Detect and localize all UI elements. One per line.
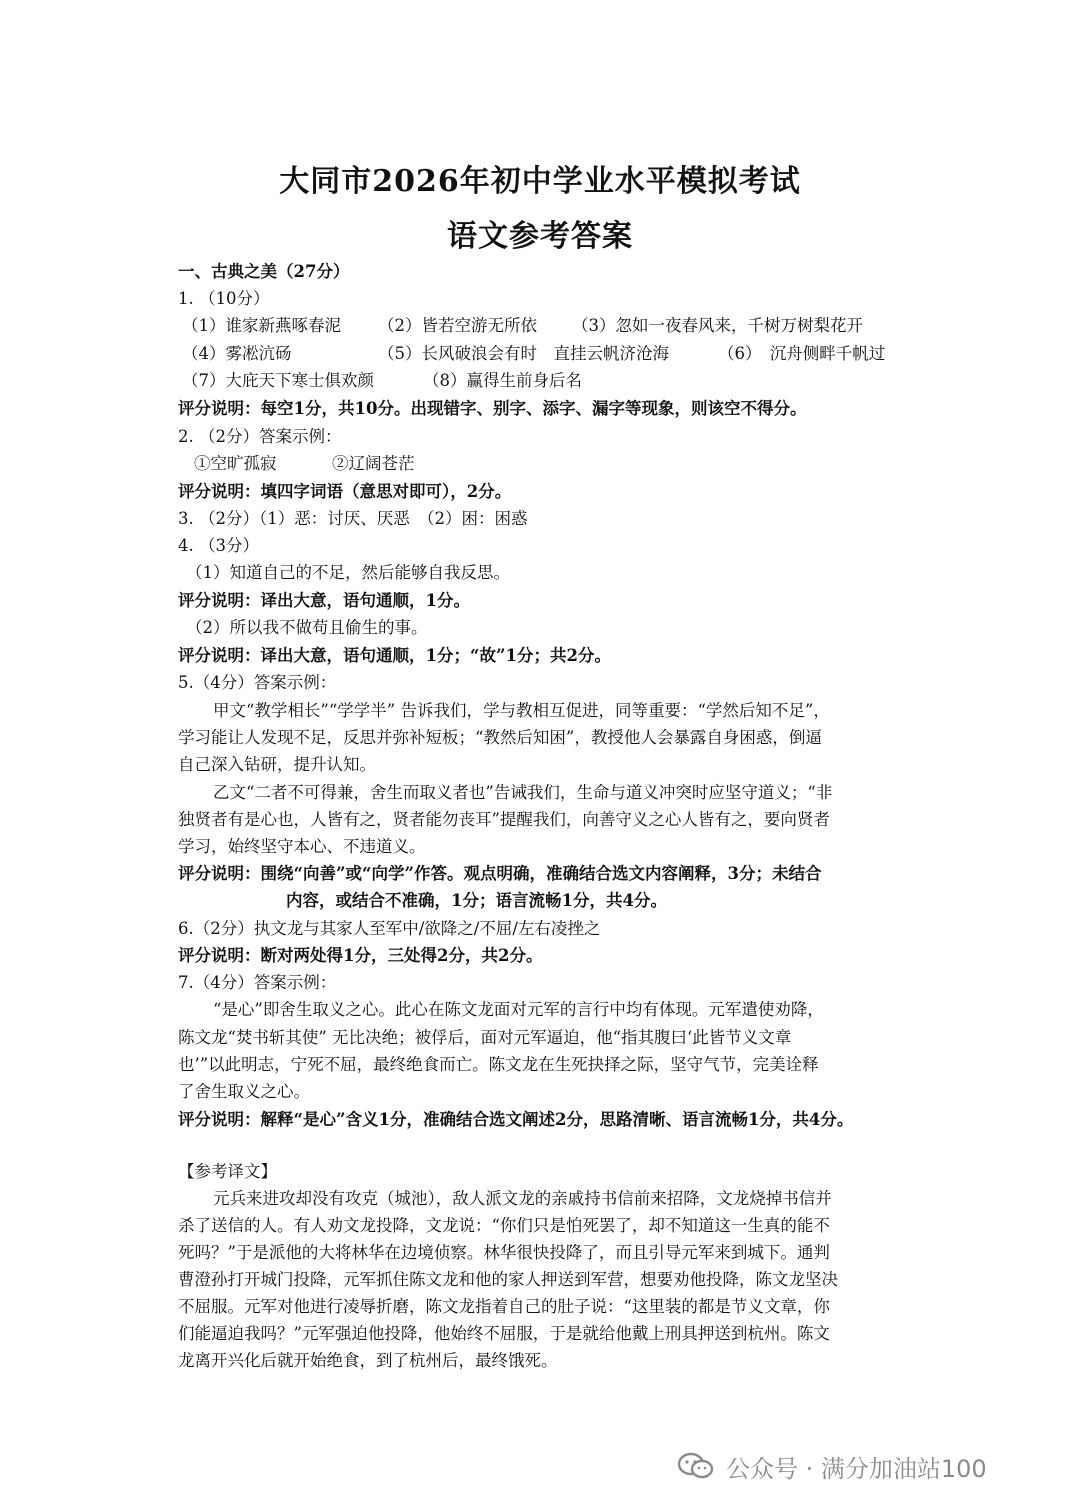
q2-head: 2. （2分）答案示例： <box>178 427 342 446</box>
q1-item-1: （1）谁家新燕啄春泥 <box>182 316 341 335</box>
translation-line: 不屈服。元军对他进行凌辱折磨，陈文龙指着自己的肚子说：“这里装的都是节义文章，你 <box>178 1297 830 1316</box>
q5-scoring-2: 内容，或结合不准确，1分；语言流畅1分，共4分。 <box>286 891 667 910</box>
q1-row-1 <box>0 314 1080 338</box>
q4-answer-2: （2）所以我不做苟且偷生的事。 <box>186 618 428 637</box>
q4-head: 4. （3分） <box>178 536 259 555</box>
q7-para-line: “是心”即舍生取义之心。此心在陈文龙面对元军的言行中均有体现。元军遣使劝降， <box>213 1000 824 1019</box>
q7-scoring: 评分说明：解释“是心”含义1分，准确结合选文阐述2分，思路清晰、语言流畅1分，共4分。 <box>178 1110 854 1129</box>
page-subtitle: 语文参考答案 <box>447 219 633 254</box>
q6-head: 6.（2分）执文龙与其家人至军中/欲降之/不屈/左右凌挫之 <box>178 919 601 938</box>
q5-para1-line: 学习能让人发现不足，反思并弥补短板；“教然后知困”，教授他人会暴露自身困惑，倒逼 <box>178 728 822 747</box>
q5-para2-line: 乙文“二者不可得兼，舍生而取义者也”告诫我们，生命与道义冲突时应坚守道义；“非 <box>213 783 833 802</box>
q1-item-2: （2）皆若空游无所依 <box>378 316 537 335</box>
q5-para2-line: 独贤者有是心也，人皆有之，贤者能勿丧耳”提醒我们，向善守义之心人皆有之，要向贤者 <box>178 810 830 829</box>
watermark-text: 公众号 · 满分加油站100 <box>726 1454 987 1483</box>
translation-line: 杀了送信的人。有人劝文龙投降，文龙说：“你们只是怕死罢了，却不知道这一生真的能不 <box>178 1216 830 1235</box>
q5-para2-line: 学习，始终坚守本心、不违道义。 <box>178 837 426 856</box>
q2-answer-2: ②辽阔苍茫 <box>332 454 415 473</box>
q1-item-5: （5）长风破浪会有时 直挂云帆济沧海 <box>378 344 669 363</box>
q7-para-line: 也’”以此明志，宁死不屈，最终绝食而亡。陈文龙在生死抉择之际，坚守气节，完美诠释 <box>178 1055 819 1074</box>
q3-head: 3. （2分）（1）恶：讨厌、厌恶 （2）困：困惑 <box>178 509 528 528</box>
q4-scoring-2: 评分说明：译出大意，语句通顺，1分；“故”1分；共2分。 <box>178 646 611 665</box>
section-heading: 一、古典之美（27分） <box>178 262 350 281</box>
q6-scoring: 评分说明：断对两处得1分，三处得2分，共2分。 <box>178 946 543 965</box>
q2-scoring: 评分说明：填四字词语（意思对即可），2分。 <box>178 482 512 501</box>
q2-answers <box>0 452 1080 476</box>
page-title: 大同市2026年初中学业水平模拟考试 <box>279 164 801 199</box>
wechat-icon <box>676 1451 716 1481</box>
q1-head: 1. （10分） <box>178 289 270 308</box>
translation-line: 元兵来进攻却没有攻克（城池），敌人派文龙的亲戚持书信前来招降，文龙烧掉书信并 <box>213 1189 832 1208</box>
q2-answer-1: ①空旷孤寂 <box>194 454 277 473</box>
q7-para-line: 陈文龙“焚书斩其使” 无比决绝；被俘后，面对元军逼迫，他“指其腹曰‘此皆节义文章 <box>178 1028 792 1047</box>
q5-para1-line: 甲文“教学相长”“学学半” 告诉我们，学与教相互促进，同等重要：“学然后知不足”， <box>213 701 830 720</box>
q1-scoring: 评分说明：每空1分，共10分。出现错字、别字、添字、漏字等现象，则该空不得分。 <box>178 399 807 418</box>
q4-scoring-1: 评分说明：译出大意，语句通顺，1分。 <box>178 591 470 610</box>
q1-row-3 <box>0 369 1080 393</box>
q7-head: 7.（4分）答案示例： <box>178 973 337 992</box>
q5-para1-line: 自己深入钻研，提升认知。 <box>178 755 376 774</box>
q5-scoring-1: 评分说明：围绕“向善”或“向学”作答。观点明确，准确结合选文内容阐释，3分；未结合 <box>178 864 822 883</box>
translation-line: 死吗？”于是派他的大将林华在边境侦察。林华很快投降了，而且引导元军来到城下。通判 <box>178 1243 830 1262</box>
q1-item-3: （3）忽如一夜春风来，千树万树梨花开 <box>572 316 863 335</box>
q4-answer-1: （1）知道自己的不足，然后能够自我反思。 <box>186 563 510 582</box>
q1-item-8: （8）赢得生前身后名 <box>423 371 582 390</box>
q7-para-line: 了舍生取义之心。 <box>178 1082 310 1101</box>
q5-head: 5.（4分）答案示例： <box>178 673 337 692</box>
q1-row-2 <box>0 342 1080 366</box>
q1-item-6: （6） 沉舟侧畔千帆过 <box>718 344 886 363</box>
q1-item-4: （4）雾凇沆砀 <box>182 344 292 363</box>
translation-line: 们能逼迫我吗？”元军强迫他投降，他始终不屈服，于是就给他戴上刑具押送到杭州。陈文 <box>178 1324 830 1343</box>
watermark <box>676 1446 1056 1486</box>
translation-heading: 【参考译文】 <box>178 1162 277 1181</box>
translation-line: 曹澄孙打开城门投降，元军抓住陈文龙和他的家人押送到军营，想要劝他投降，陈文龙坚决 <box>178 1270 838 1289</box>
translation-line: 龙离开兴化后就开始绝食，到了杭州后，最终饿死。 <box>178 1351 558 1370</box>
q1-item-7: （7）大庇天下寒士俱欢颜 <box>182 371 374 390</box>
